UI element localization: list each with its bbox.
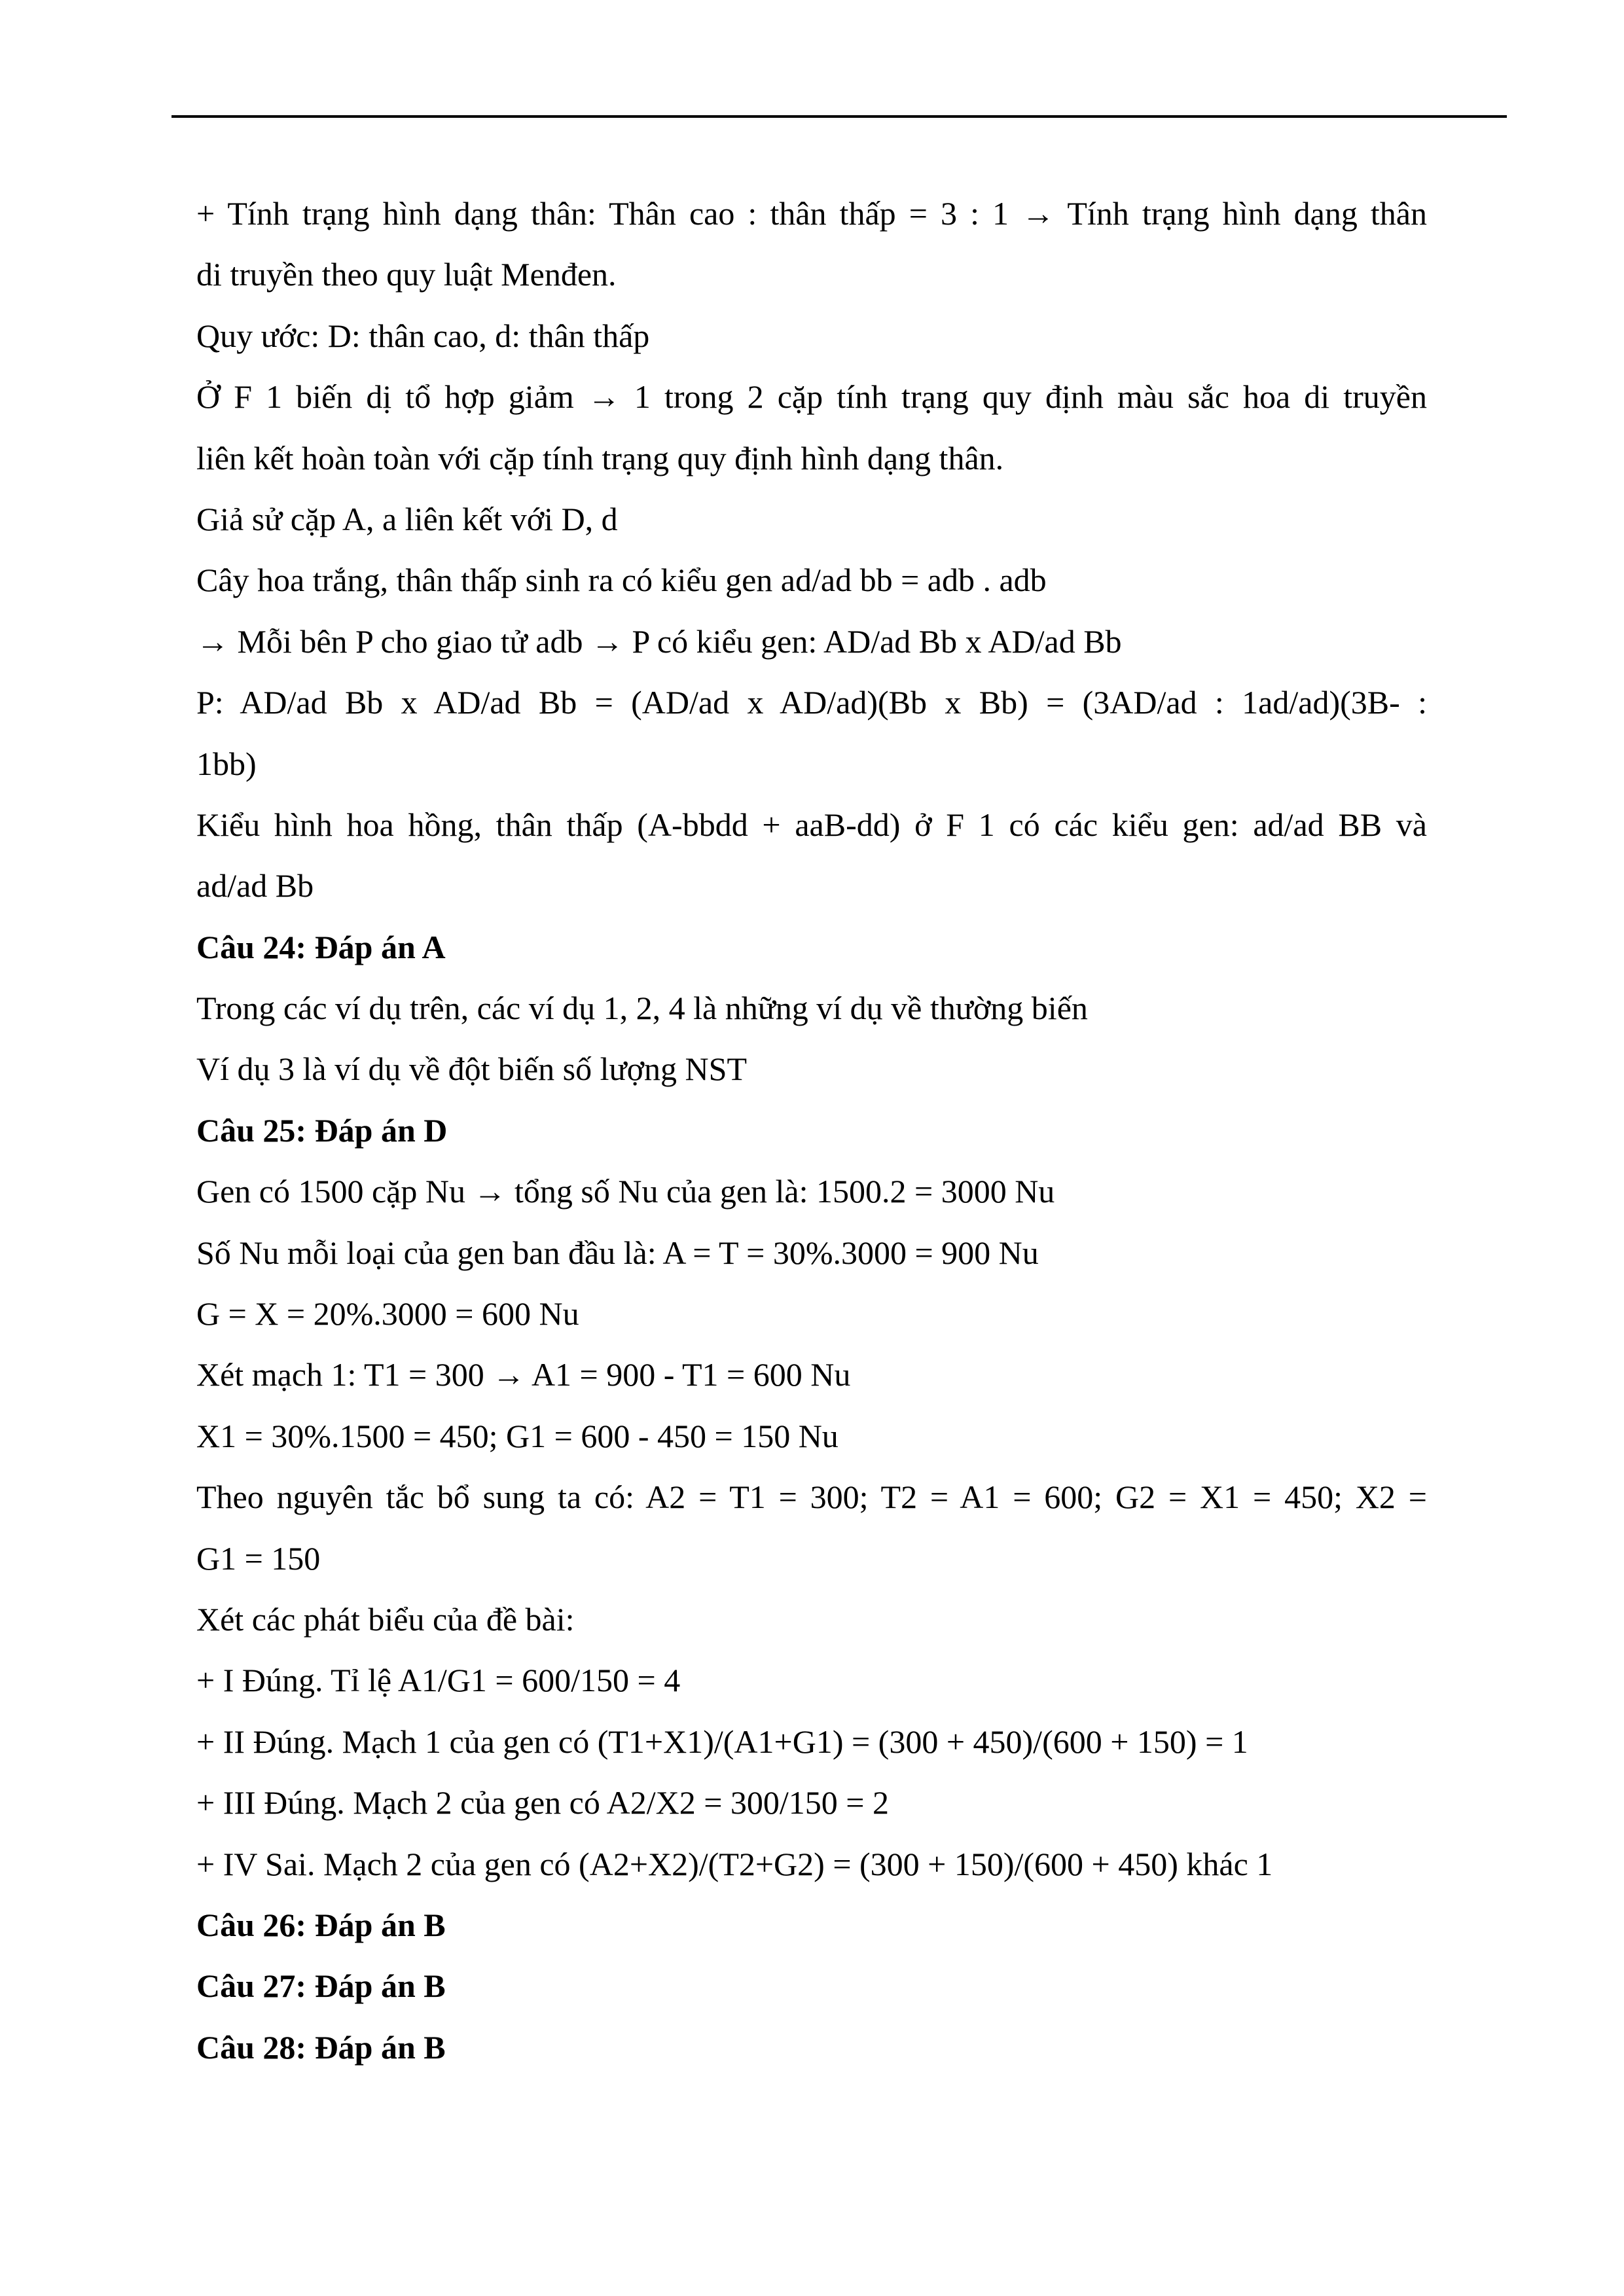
question-answer-heading: Câu 28: Đáp án B [196,2028,446,2066]
text-line: G = X = 20%.3000 = 600 Nu [196,1295,579,1333]
text-line: + II Đúng. Mạch 1 của gen có (T1+X1)/(A1+G1) = (300 + 450)/(600 + 150) = 1 [196,1723,1248,1760]
text-line: Kiểu hình hoa hồng, thân thấp (A-bbdd + aaB-dd) ở F 1 có các kiểu gen: ad/ad BB và [196,806,1427,843]
text-line: Số Nu mỗi loại của gen ban đầu là: A = T = 30%.3000 = 900 Nu [196,1234,1039,1271]
text-line: Trong các ví dụ trên, các ví dụ 1, 2, 4 là những ví dụ về thường biến [196,990,1088,1027]
text-line: Xét các phát biểu của đề bài: [196,1600,575,1638]
text-line: Xét mạch 1: T1 = 300 → A1 = 900 - T1 = 600 Nu [196,1356,851,1393]
text-line: X1 = 30%.1500 = 450; G1 = 600 - 450 = 150 Nu [196,1417,839,1454]
text-line: Giả sử cặp A, a liên kết với D, d [196,500,618,537]
question-answer-heading: Câu 25: Đáp án D [196,1111,448,1149]
text-line: liên kết hoàn toàn với cặp tính trạng quy định hình dạng thân. [196,439,1004,476]
text-line: + Tính trạng hình dạng thân: Thân cao : thân thấp = 3 : 1 → Tính trạng hình dạng thân [196,195,1427,232]
text-line: Theo nguyên tắc bổ sung ta có: A2 = T1 = 300; T2 = A1 = 600; G2 = X1 = 450; X2 = [196,1479,1427,1516]
question-answer-heading: Câu 24: Đáp án A [196,928,446,965]
text-line: Quy ước: D: thân cao, d: thân thấp [196,317,650,354]
text-line: Ở F 1 biến dị tổ hợp giảm → 1 trong 2 cặp tính trạng quy định màu sắc hoa di truyền [196,378,1427,416]
header-rule [171,115,1507,118]
text-line: 1bb) [196,745,257,782]
text-line: G1 = 150 [196,1539,321,1577]
text-line: Gen có 1500 cặp Nu → tổng số Nu của gen là: 1500.2 = 3000 Nu [196,1173,1055,1210]
question-answer-heading: Câu 27: Đáp án B [196,1967,446,2005]
text-line: ad/ad Bb [196,867,314,905]
text-line: Cây hoa trắng, thân thấp sinh ra có kiểu gen ad/ad bb = adb . adb [196,562,1047,599]
text-line: + III Đúng. Mạch 2 của gen có A2/X2 = 300/150 = 2 [196,1784,890,1821]
text-line: di truyền theo quy luật Menđen. [196,256,617,293]
text-line: Ví dụ 3 là ví dụ về đột biến số lượng NST [196,1050,747,1088]
text-line: + IV Sai. Mạch 2 của gen có (A2+X2)/(T2+G2) = (300 + 150)/(600 + 450) khác 1 [196,1845,1273,1882]
text-line: → Mỗi bên P cho giao tử adb → P có kiểu gen: AD/ad Bb x AD/ad Bb [196,622,1122,660]
question-answer-heading: Câu 26: Đáp án B [196,1906,446,1943]
text-line: + I Đúng. Tỉ lệ A1/G1 = 600/150 = 4 [196,1662,681,1699]
document-body [196,183,1427,2078]
text-line: P: AD/ad Bb x AD/ad Bb = (AD/ad x AD/ad)(Bb x Bb) = (3AD/ad : 1ad/ad)(3B- : [196,684,1427,721]
